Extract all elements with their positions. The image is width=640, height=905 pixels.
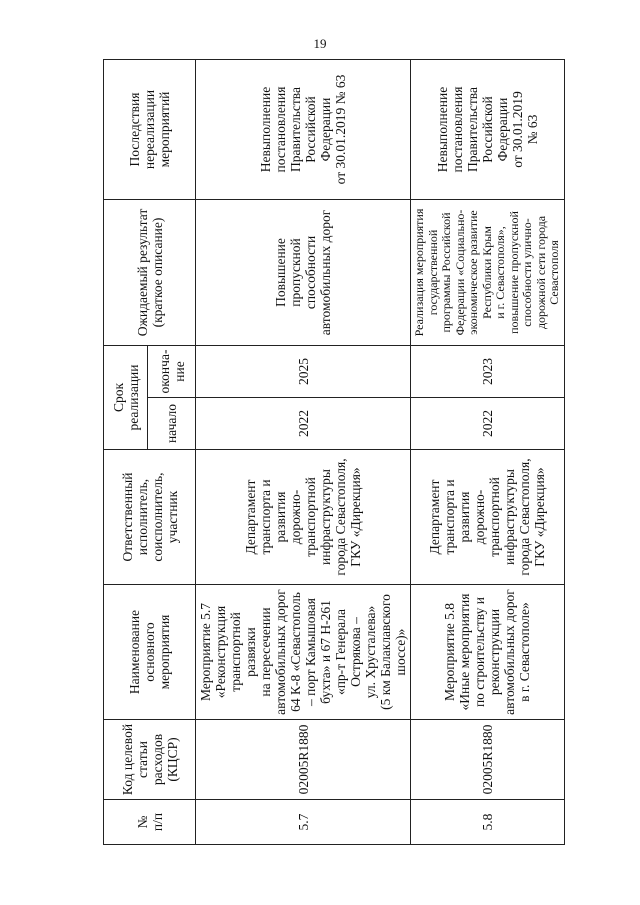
row-responsible: Департамент транспорта и развития дорожно- транспортной инфраструктуры города Севастополя, ГКУ «Дирекция» — [411, 450, 565, 585]
row-end: 2025 — [196, 345, 411, 397]
header-code: Код целевой статьи расходов (КЦСР) — [104, 720, 196, 800]
row-code: 02005R1880 — [411, 720, 565, 800]
measures-table — [103, 59, 565, 845]
table-row — [411, 59, 565, 844]
row-name: Мероприятие 5.8 «Иные мероприятия по строительству и реконструкции автомобильных дорог в г. Севастополе» — [411, 585, 565, 720]
header-result: Ожидаемый результат (краткое описание) — [104, 199, 196, 345]
rotated-table-container — [103, 60, 561, 845]
row-num: 5.7 — [196, 800, 411, 845]
header-name: Наименование основного мероприятия — [104, 585, 196, 720]
row-code: 02005R1880 — [196, 720, 411, 800]
row-start: 2022 — [411, 398, 565, 450]
row-consequences: Невыполнение постановления Правительства Российской Федерации от 30.01.2019 № 63 — [411, 59, 565, 199]
header-num: № п/п — [104, 800, 196, 845]
row-result: Повышение пропускной способности автомобильных дорог — [196, 199, 411, 345]
header-period: Срок реализации — [104, 345, 148, 449]
row-result: Реализация мероприятия государственной программы Российской Федерации «Социально- экономическое развитие Республики Крым и г. Севастополя», повышение пропускной способности улично- дорожной сети города Севастополя — [411, 199, 565, 345]
header-row — [104, 59, 148, 844]
row-end: 2023 — [411, 345, 565, 397]
row-responsible: Департамент транспорта и развития дорожно- транспортной инфраструктуры города Севастополя, ГКУ «Дирекция» — [196, 450, 411, 585]
row-num: 5.8 — [411, 800, 565, 845]
header-consequences: Последствия нереализации мероприятий — [104, 59, 196, 199]
header-start: начало — [148, 398, 196, 450]
header-responsible: Ответственный исполнитель, соисполнитель, участник — [104, 450, 196, 585]
row-start: 2022 — [196, 398, 411, 450]
row-consequences: Невыполнение постановления Правительства Российской Федерации от 30.01.2019 № 63 — [196, 59, 411, 199]
page-number: 19 — [313, 36, 327, 51]
header-end: оконча- ние — [148, 345, 196, 397]
table-row — [196, 59, 411, 844]
row-name: Мероприятие 5.7 «Реконструкция транспортной развязки на пересечении автомобильных дорог 64 К-8 «Севастополь – порт Камышовая бухта» и 67 Н-261 «пр-т Генерала Острякова – ул. Хрусталева» (5 км Балаклавского шоссе)» — [196, 585, 411, 720]
